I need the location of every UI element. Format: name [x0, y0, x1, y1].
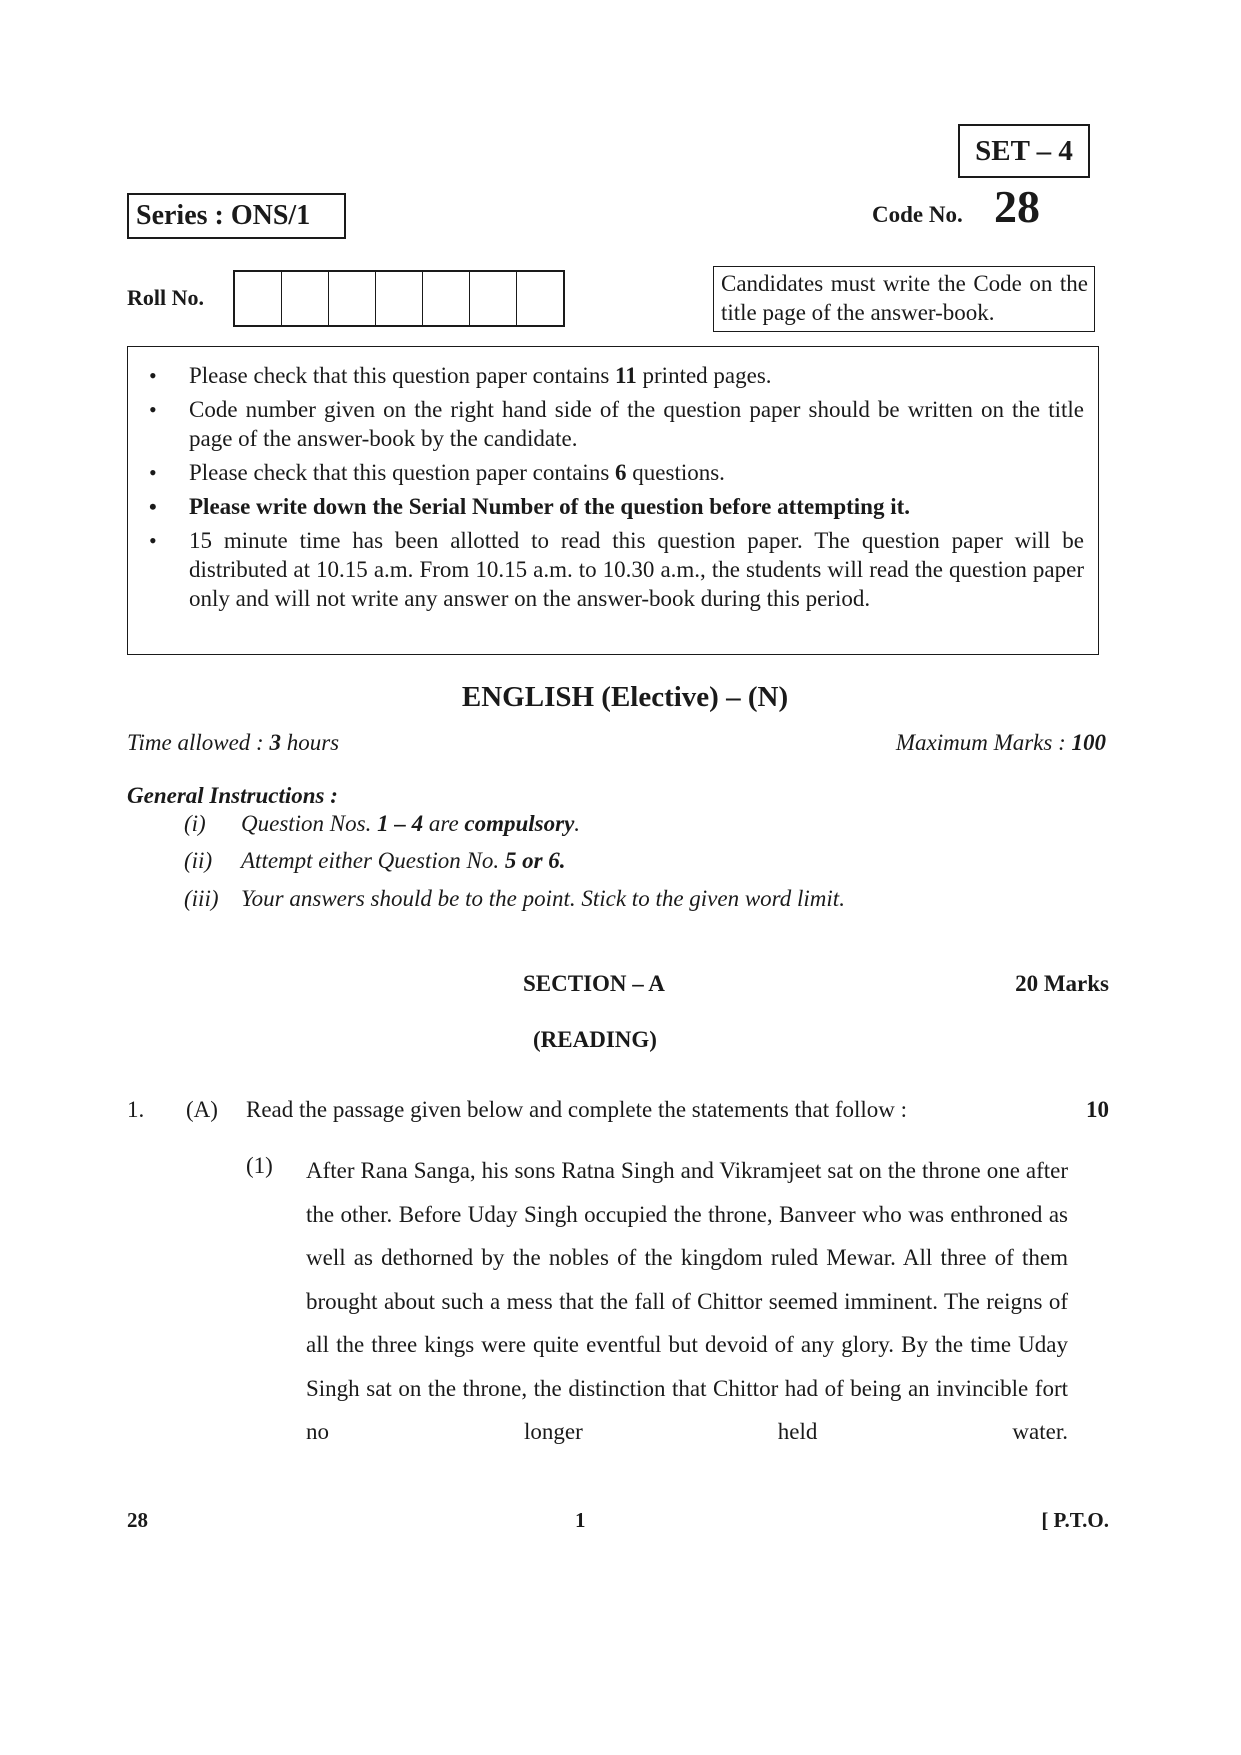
question-number: 1. [127, 1097, 145, 1122]
reading-passage: After Rana Sanga, his sons Ratna Singh and Vikramjeet sat on the throne one after the other. Before Uday Singh occupied the throne, Banveer who was enthroned as well as dethorned by the nobles of the kingdom ruled Mewar. All three of them brought about such a mess that the fall of Chittor seemed imminent. The reigns of all the three kings were quite eventful but devoid of any glory. By the time Uday Singh sat on the throne, the distinction that Chittor had of being an invincible fort no longer held water. [306, 1158, 1068, 1444]
bullet-icon: • [149, 397, 157, 422]
instruction-text: Question Nos. [241, 811, 378, 836]
instruction-number: (i) [184, 811, 206, 836]
instruction-text: are [423, 811, 465, 836]
marks-value: 100 [1071, 730, 1106, 755]
bullet-icon: • [149, 363, 157, 388]
time-allowed [127, 730, 339, 756]
instruction-item [128, 492, 1098, 521]
question-marks: 10 [1086, 1097, 1109, 1122]
instruction-text: Please check that this question paper contains [189, 460, 616, 485]
instruction-text: questions. [626, 460, 725, 485]
instruction-item [128, 458, 1098, 487]
roll-number-cell[interactable] [423, 272, 470, 325]
bullet-icon: • [149, 528, 157, 553]
paper-title: ENGLISH (Elective) – (N) [461, 681, 789, 713]
paragraph-number: (1) [246, 1153, 273, 1178]
series-label: Series : ONS/1 [127, 193, 346, 239]
time-value: 3 [269, 730, 281, 755]
instruction-bold: 5 or 6. [504, 848, 566, 873]
general-instruction [241, 886, 845, 912]
instruction-text: Please check that this question paper contains [189, 363, 616, 388]
instruction-text: printed pages. [636, 363, 772, 388]
instructions-list [128, 361, 1098, 618]
instruction-item [128, 395, 1098, 453]
instruction-bold: 11 [615, 363, 637, 388]
instruction-bold: 6 [615, 460, 627, 485]
code-value: 28 [994, 181, 1040, 232]
question-text: Read the passage given below and complete the statements that follow : [246, 1097, 908, 1122]
instruction-item [128, 526, 1098, 613]
roll-number-cell[interactable] [235, 272, 282, 325]
general-instructions-heading: General Instructions : [127, 783, 338, 808]
instruction-text: Code number given on the right hand side of the question paper should be written on the title page of the answer-book by the candidate. [189, 397, 1084, 451]
instruction-number: (ii) [184, 848, 213, 873]
bullet-icon: • [149, 494, 157, 519]
time-label: Time allowed : [127, 730, 270, 755]
section-title: SECTION – A [523, 971, 665, 996]
roll-number-boxes[interactable] [233, 270, 565, 327]
footer-code: 28 [127, 1508, 148, 1532]
maximum-marks [896, 730, 1106, 756]
instruction-bold: Please write down the Serial Number of the question before attempting it. [189, 494, 911, 519]
roll-number-cell[interactable] [470, 272, 517, 325]
roll-number-cell[interactable] [282, 272, 329, 325]
roll-number-cell[interactable] [329, 272, 376, 325]
roll-number-label: Roll No. [127, 285, 204, 310]
roll-number-cell[interactable] [517, 272, 563, 325]
general-instruction [241, 811, 580, 837]
section-subtitle: (READING) [533, 1027, 657, 1052]
general-instruction [241, 848, 566, 874]
instruction-text: . [574, 811, 581, 836]
instruction-item [128, 361, 1098, 390]
instructions-box [127, 346, 1099, 655]
question-part: (A) [186, 1097, 218, 1122]
instruction-number: (iii) [184, 886, 219, 911]
page-number: 1 [575, 1508, 586, 1532]
time-unit: hours [280, 730, 340, 755]
pto-label: [ P.T.O. [1041, 1508, 1109, 1532]
marks-label: Maximum Marks : [895, 730, 1072, 755]
set-number: SET – 4 [958, 124, 1090, 178]
bullet-icon: • [149, 460, 157, 485]
instruction-text: Attempt either Question No. [241, 848, 505, 873]
code-label: Code No. [872, 202, 963, 227]
section-marks: 20 Marks [1015, 971, 1109, 996]
instruction-bold: compulsory [464, 811, 575, 836]
roll-number-cell[interactable] [376, 272, 423, 325]
instruction-text: 15 minute time has been allotted to read this question paper. The question paper will be distributed at 10.15 a.m. From 10.15 a.m. to 10.30 a.m., the students will read the question paper only and will not write any answer on the answer-book during this period. [189, 528, 1084, 611]
candidate-note: Candidates must write the Code on the title page of the answer-book. [713, 266, 1095, 332]
instruction-bold: 1 – 4 [377, 811, 424, 836]
instruction-text: Your answers should be to the point. Stick to the given word limit. [241, 886, 845, 911]
